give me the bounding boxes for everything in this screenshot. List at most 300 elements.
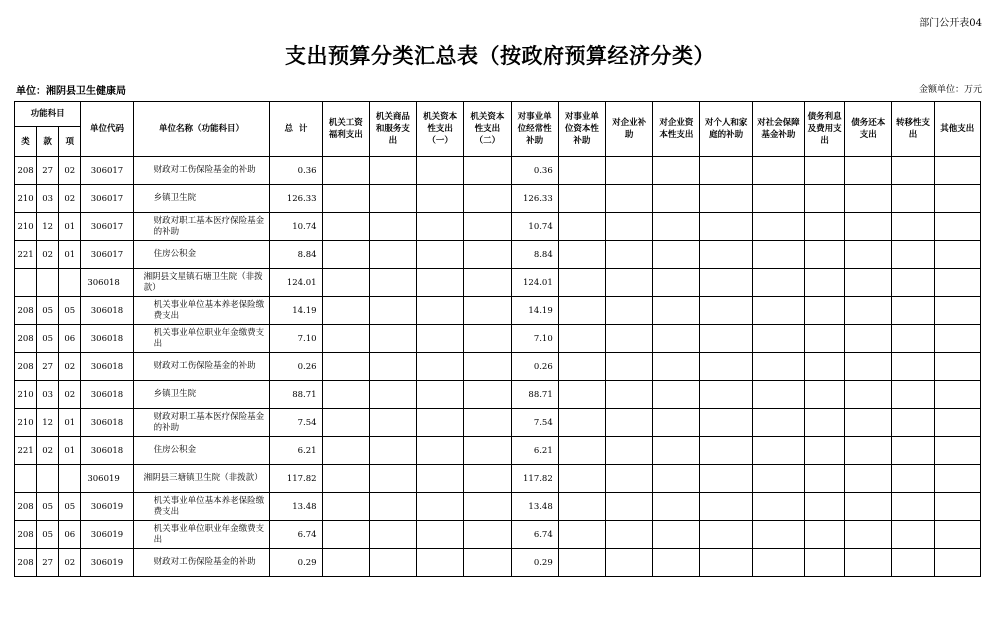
econ-empty-cell <box>934 297 980 325</box>
kuan-cell: 27 <box>37 157 59 185</box>
kuan-cell: 05 <box>37 325 59 353</box>
econ-empty-cell <box>700 157 752 185</box>
econ-empty-cell <box>322 353 369 381</box>
econ-empty-cell <box>417 437 464 465</box>
econ-subsidy-cell: 7.10 <box>511 325 558 353</box>
xiang-cell <box>59 269 81 297</box>
econ-empty-cell <box>464 493 511 521</box>
econ-empty-cell <box>700 493 752 521</box>
econ-empty-cell <box>322 297 369 325</box>
econ-empty-cell <box>417 353 464 381</box>
econ-empty-cell <box>892 213 934 241</box>
econ-empty-cell <box>464 437 511 465</box>
table-row <box>15 157 981 185</box>
econ-empty-cell <box>892 157 934 185</box>
econ-empty-cell <box>804 465 844 493</box>
econ-empty-cell <box>605 437 652 465</box>
econ-empty-cell <box>464 521 511 549</box>
econ-empty-cell <box>804 297 844 325</box>
lei-cell: 221 <box>15 241 37 269</box>
econ-empty-cell <box>605 409 652 437</box>
econ-empty-cell <box>934 213 980 241</box>
econ-empty-cell <box>845 269 892 297</box>
econ-empty-cell <box>700 437 752 465</box>
table-row <box>15 297 981 325</box>
lei-cell: 208 <box>15 353 37 381</box>
xiang-cell <box>59 465 81 493</box>
econ-empty-cell <box>804 157 844 185</box>
econ-empty-cell <box>804 353 844 381</box>
total-cell: 14.19 <box>270 297 322 325</box>
econ-empty-cell <box>558 325 605 353</box>
unit-name-cell: 财政对职工基本医疗保险基金的补助 <box>133 409 270 437</box>
econ-empty-cell <box>605 465 652 493</box>
unit-name-cell: 财政对工伤保险基金的补助 <box>133 353 270 381</box>
econ-empty-cell <box>752 521 804 549</box>
econ-empty-cell <box>558 297 605 325</box>
econ-empty-cell <box>892 437 934 465</box>
kuan-cell: 27 <box>37 353 59 381</box>
econ-empty-cell <box>605 297 652 325</box>
econ-empty-cell <box>934 241 980 269</box>
econ-empty-cell <box>369 381 416 409</box>
total-cell: 0.36 <box>270 157 322 185</box>
total-cell: 6.74 <box>270 521 322 549</box>
econ-empty-cell <box>558 269 605 297</box>
table-row <box>15 213 981 241</box>
unit-code-cell: 306018 <box>81 381 133 409</box>
econ-empty-cell <box>934 465 980 493</box>
table-row <box>15 493 981 521</box>
econ-empty-cell <box>369 549 416 577</box>
econ-empty-cell <box>322 325 369 353</box>
unit-code-cell: 306019 <box>81 521 133 549</box>
econ-subsidy-cell: 0.29 <box>511 549 558 577</box>
unit-name-cell: 乡镇卫生院 <box>133 381 270 409</box>
econ-empty-cell <box>700 521 752 549</box>
econ-empty-cell <box>892 409 934 437</box>
unit-name-cell: 机关事业单位职业年金缴费支出 <box>133 521 270 549</box>
econ-empty-cell <box>558 157 605 185</box>
econ-empty-cell <box>464 185 511 213</box>
econ-empty-cell <box>752 241 804 269</box>
unit-code-cell: 306018 <box>81 269 133 297</box>
header-econ-col: 机关商品和服务支出 <box>369 102 416 157</box>
lei-cell: 208 <box>15 493 37 521</box>
unit-name-cell: 机关事业单位职业年金缴费支出 <box>133 325 270 353</box>
econ-empty-cell <box>804 409 844 437</box>
header-func-group: 功能科目 <box>15 102 81 127</box>
econ-subsidy-cell: 14.19 <box>511 297 558 325</box>
econ-empty-cell <box>558 521 605 549</box>
econ-empty-cell <box>369 353 416 381</box>
econ-empty-cell <box>417 297 464 325</box>
econ-empty-cell <box>934 157 980 185</box>
kuan-cell <box>37 465 59 493</box>
total-cell: 7.54 <box>270 409 322 437</box>
econ-empty-cell <box>752 409 804 437</box>
econ-empty-cell <box>804 325 844 353</box>
unit-label: 单位：湘阴县卫生健康局 <box>16 86 126 97</box>
total-cell: 124.01 <box>270 269 322 297</box>
table-row <box>15 325 981 353</box>
total-cell: 13.48 <box>270 493 322 521</box>
header-kuan: 款 <box>37 127 59 157</box>
econ-subsidy-cell: 117.82 <box>511 465 558 493</box>
econ-empty-cell <box>464 269 511 297</box>
econ-empty-cell <box>752 493 804 521</box>
econ-empty-cell <box>558 409 605 437</box>
total-cell: 8.84 <box>270 241 322 269</box>
table-row <box>15 185 981 213</box>
econ-subsidy-cell: 10.74 <box>511 213 558 241</box>
econ-empty-cell <box>653 381 700 409</box>
econ-empty-cell <box>653 297 700 325</box>
econ-subsidy-cell: 7.54 <box>511 409 558 437</box>
unit-code-cell: 306019 <box>81 493 133 521</box>
econ-empty-cell <box>700 549 752 577</box>
econ-empty-cell <box>752 381 804 409</box>
econ-empty-cell <box>845 157 892 185</box>
lei-cell: 208 <box>15 325 37 353</box>
econ-empty-cell <box>369 297 416 325</box>
econ-empty-cell <box>804 381 844 409</box>
econ-empty-cell <box>752 325 804 353</box>
total-cell: 88.71 <box>270 381 322 409</box>
econ-empty-cell <box>605 269 652 297</box>
econ-empty-cell <box>605 157 652 185</box>
econ-subsidy-cell: 6.74 <box>511 521 558 549</box>
econ-empty-cell <box>322 213 369 241</box>
econ-empty-cell <box>804 269 844 297</box>
econ-empty-cell <box>845 213 892 241</box>
econ-empty-cell <box>700 269 752 297</box>
econ-empty-cell <box>892 353 934 381</box>
econ-empty-cell <box>605 325 652 353</box>
econ-empty-cell <box>752 465 804 493</box>
econ-empty-cell <box>558 185 605 213</box>
kuan-cell: 12 <box>37 213 59 241</box>
econ-empty-cell <box>752 549 804 577</box>
unit-name-cell: 财政对工伤保险基金的补助 <box>133 157 270 185</box>
econ-empty-cell <box>322 493 369 521</box>
unit-code-cell: 306017 <box>81 157 133 185</box>
xiang-cell: 01 <box>59 437 81 465</box>
econ-empty-cell <box>700 465 752 493</box>
unit-name-cell: 机关事业单位基本养老保险缴费支出 <box>133 297 270 325</box>
econ-empty-cell <box>653 465 700 493</box>
xiang-cell: 06 <box>59 325 81 353</box>
econ-empty-cell <box>417 157 464 185</box>
lei-cell: 210 <box>15 381 37 409</box>
econ-empty-cell <box>653 353 700 381</box>
econ-empty-cell <box>653 241 700 269</box>
econ-empty-cell <box>417 381 464 409</box>
table-row <box>15 465 981 493</box>
total-cell: 0.26 <box>270 353 322 381</box>
header-econ-col: 其他支出 <box>934 102 980 157</box>
lei-cell: 221 <box>15 437 37 465</box>
econ-empty-cell <box>464 157 511 185</box>
econ-empty-cell <box>892 465 934 493</box>
econ-empty-cell <box>369 241 416 269</box>
econ-empty-cell <box>934 493 980 521</box>
econ-empty-cell <box>653 493 700 521</box>
econ-empty-cell <box>417 409 464 437</box>
unit-name-cell: 住房公积金 <box>133 437 270 465</box>
econ-empty-cell <box>558 353 605 381</box>
table-row <box>15 409 981 437</box>
econ-empty-cell <box>417 241 464 269</box>
econ-subsidy-cell: 126.33 <box>511 185 558 213</box>
econ-empty-cell <box>322 549 369 577</box>
econ-empty-cell <box>464 213 511 241</box>
econ-empty-cell <box>804 521 844 549</box>
econ-empty-cell <box>322 465 369 493</box>
header-econ-col: 转移性支出 <box>892 102 934 157</box>
econ-empty-cell <box>605 241 652 269</box>
lei-cell: 210 <box>15 213 37 241</box>
econ-empty-cell <box>845 381 892 409</box>
econ-empty-cell <box>322 185 369 213</box>
econ-empty-cell <box>464 325 511 353</box>
xiang-cell: 01 <box>59 409 81 437</box>
econ-empty-cell <box>653 521 700 549</box>
econ-empty-cell <box>804 437 844 465</box>
econ-empty-cell <box>558 549 605 577</box>
econ-empty-cell <box>653 437 700 465</box>
header-total: 总 计 <box>270 102 322 157</box>
econ-empty-cell <box>892 549 934 577</box>
unit-name-cell: 湘阴县三塘镇卫生院（非拨款） <box>133 465 270 493</box>
xiang-cell: 06 <box>59 521 81 549</box>
econ-empty-cell <box>653 185 700 213</box>
lei-cell <box>15 269 37 297</box>
econ-empty-cell <box>369 521 416 549</box>
unit-code-cell: 306018 <box>81 297 133 325</box>
form-number: 部门公开表04 <box>919 18 982 29</box>
xiang-cell: 02 <box>59 185 81 213</box>
econ-empty-cell <box>934 549 980 577</box>
unit-name-cell: 湘阴县文星镇石塘卫生院（非拨款） <box>133 269 270 297</box>
header-unit-name: 单位名称（功能科目） <box>133 102 270 157</box>
econ-empty-cell <box>558 213 605 241</box>
table-row <box>15 269 981 297</box>
econ-empty-cell <box>892 185 934 213</box>
econ-empty-cell <box>934 353 980 381</box>
econ-empty-cell <box>369 213 416 241</box>
unit-code-cell: 306018 <box>81 437 133 465</box>
econ-empty-cell <box>464 381 511 409</box>
header-econ-col: 机关资本性支出（二） <box>464 102 511 157</box>
lei-cell: 208 <box>15 157 37 185</box>
econ-empty-cell <box>605 521 652 549</box>
lei-cell: 208 <box>15 297 37 325</box>
lei-cell: 210 <box>15 409 37 437</box>
econ-empty-cell <box>934 325 980 353</box>
econ-empty-cell <box>369 409 416 437</box>
econ-empty-cell <box>934 185 980 213</box>
unit-code-cell: 306019 <box>81 465 133 493</box>
econ-empty-cell <box>653 549 700 577</box>
econ-empty-cell <box>845 297 892 325</box>
table-row <box>15 381 981 409</box>
econ-empty-cell <box>464 549 511 577</box>
header-econ-col: 对事业单位资本性补助 <box>558 102 605 157</box>
econ-empty-cell <box>322 381 369 409</box>
econ-empty-cell <box>845 409 892 437</box>
total-cell: 7.10 <box>270 325 322 353</box>
econ-empty-cell <box>417 269 464 297</box>
table-row <box>15 437 981 465</box>
econ-subsidy-cell: 0.26 <box>511 353 558 381</box>
econ-empty-cell <box>369 325 416 353</box>
econ-subsidy-cell: 13.48 <box>511 493 558 521</box>
budget-table <box>14 101 981 577</box>
header-econ-col: 机关工资福利支出 <box>322 102 369 157</box>
econ-empty-cell <box>892 297 934 325</box>
econ-empty-cell <box>369 269 416 297</box>
econ-empty-cell <box>845 353 892 381</box>
econ-empty-cell <box>700 409 752 437</box>
econ-empty-cell <box>700 297 752 325</box>
econ-subsidy-cell: 88.71 <box>511 381 558 409</box>
unit-code-cell: 306018 <box>81 409 133 437</box>
econ-empty-cell <box>845 241 892 269</box>
kuan-cell: 02 <box>37 241 59 269</box>
econ-empty-cell <box>845 493 892 521</box>
econ-empty-cell <box>369 185 416 213</box>
table-row <box>15 521 981 549</box>
econ-empty-cell <box>322 157 369 185</box>
econ-empty-cell <box>605 185 652 213</box>
econ-empty-cell <box>934 409 980 437</box>
econ-empty-cell <box>464 241 511 269</box>
header-econ-col: 对企业补助 <box>605 102 652 157</box>
lei-cell: 210 <box>15 185 37 213</box>
xiang-cell: 05 <box>59 297 81 325</box>
total-cell: 126.33 <box>270 185 322 213</box>
econ-empty-cell <box>653 157 700 185</box>
kuan-cell: 12 <box>37 409 59 437</box>
unit-name-cell: 财政对职工基本医疗保险基金的补助 <box>133 213 270 241</box>
econ-subsidy-cell: 8.84 <box>511 241 558 269</box>
unit-name-cell: 住房公积金 <box>133 241 270 269</box>
lei-cell: 208 <box>15 549 37 577</box>
header-econ-col: 对事业单位经常性补助 <box>511 102 558 157</box>
econ-subsidy-cell: 0.36 <box>511 157 558 185</box>
econ-empty-cell <box>605 381 652 409</box>
econ-empty-cell <box>700 381 752 409</box>
unit-code-cell: 306019 <box>81 549 133 577</box>
econ-empty-cell <box>417 325 464 353</box>
econ-empty-cell <box>605 213 652 241</box>
econ-empty-cell <box>752 185 804 213</box>
econ-empty-cell <box>845 185 892 213</box>
xiang-cell: 02 <box>59 381 81 409</box>
header-econ-col: 对个人和家庭的补助 <box>700 102 752 157</box>
econ-empty-cell <box>752 213 804 241</box>
econ-empty-cell <box>804 241 844 269</box>
total-cell: 10.74 <box>270 213 322 241</box>
header-econ-col: 债务利息及费用支出 <box>804 102 844 157</box>
kuan-cell: 05 <box>37 493 59 521</box>
econ-subsidy-cell: 6.21 <box>511 437 558 465</box>
econ-empty-cell <box>700 241 752 269</box>
xiang-cell: 02 <box>59 549 81 577</box>
econ-empty-cell <box>322 521 369 549</box>
econ-empty-cell <box>417 549 464 577</box>
econ-empty-cell <box>605 493 652 521</box>
table-row <box>15 241 981 269</box>
econ-empty-cell <box>892 269 934 297</box>
unit-code-cell: 306017 <box>81 213 133 241</box>
econ-empty-cell <box>752 437 804 465</box>
econ-empty-cell <box>322 241 369 269</box>
econ-empty-cell <box>653 409 700 437</box>
econ-subsidy-cell: 124.01 <box>511 269 558 297</box>
header-unit-code: 单位代码 <box>81 102 133 157</box>
econ-empty-cell <box>845 549 892 577</box>
econ-empty-cell <box>804 549 844 577</box>
econ-empty-cell <box>934 381 980 409</box>
econ-empty-cell <box>464 353 511 381</box>
unit-code-cell: 306018 <box>81 353 133 381</box>
econ-empty-cell <box>417 493 464 521</box>
econ-empty-cell <box>934 437 980 465</box>
econ-empty-cell <box>653 213 700 241</box>
kuan-cell: 05 <box>37 297 59 325</box>
econ-empty-cell <box>464 409 511 437</box>
econ-empty-cell <box>605 549 652 577</box>
unit-name-cell: 乡镇卫生院 <box>133 185 270 213</box>
econ-empty-cell <box>653 325 700 353</box>
econ-empty-cell <box>892 493 934 521</box>
econ-empty-cell <box>700 213 752 241</box>
econ-empty-cell <box>369 437 416 465</box>
econ-empty-cell <box>892 521 934 549</box>
kuan-cell: 02 <box>37 437 59 465</box>
lei-cell: 208 <box>15 521 37 549</box>
econ-empty-cell <box>752 269 804 297</box>
econ-empty-cell <box>417 465 464 493</box>
econ-empty-cell <box>845 325 892 353</box>
table-row <box>15 549 981 577</box>
econ-empty-cell <box>322 437 369 465</box>
unit-name-cell: 机关事业单位基本养老保险缴费支出 <box>133 493 270 521</box>
econ-empty-cell <box>558 493 605 521</box>
xiang-cell: 01 <box>59 213 81 241</box>
kuan-cell: 03 <box>37 185 59 213</box>
kuan-cell: 05 <box>37 521 59 549</box>
econ-empty-cell <box>369 157 416 185</box>
econ-empty-cell <box>558 381 605 409</box>
econ-empty-cell <box>558 465 605 493</box>
econ-empty-cell <box>653 269 700 297</box>
xiang-cell: 02 <box>59 157 81 185</box>
total-cell: 6.21 <box>270 437 322 465</box>
econ-empty-cell <box>804 213 844 241</box>
econ-empty-cell <box>892 381 934 409</box>
kuan-cell: 27 <box>37 549 59 577</box>
econ-empty-cell <box>369 493 416 521</box>
econ-empty-cell <box>464 465 511 493</box>
econ-empty-cell <box>417 185 464 213</box>
econ-empty-cell <box>558 241 605 269</box>
header-econ-col: 机关资本性支出（一） <box>417 102 464 157</box>
header-econ-col: 对企业资本性支出 <box>653 102 700 157</box>
econ-empty-cell <box>369 465 416 493</box>
